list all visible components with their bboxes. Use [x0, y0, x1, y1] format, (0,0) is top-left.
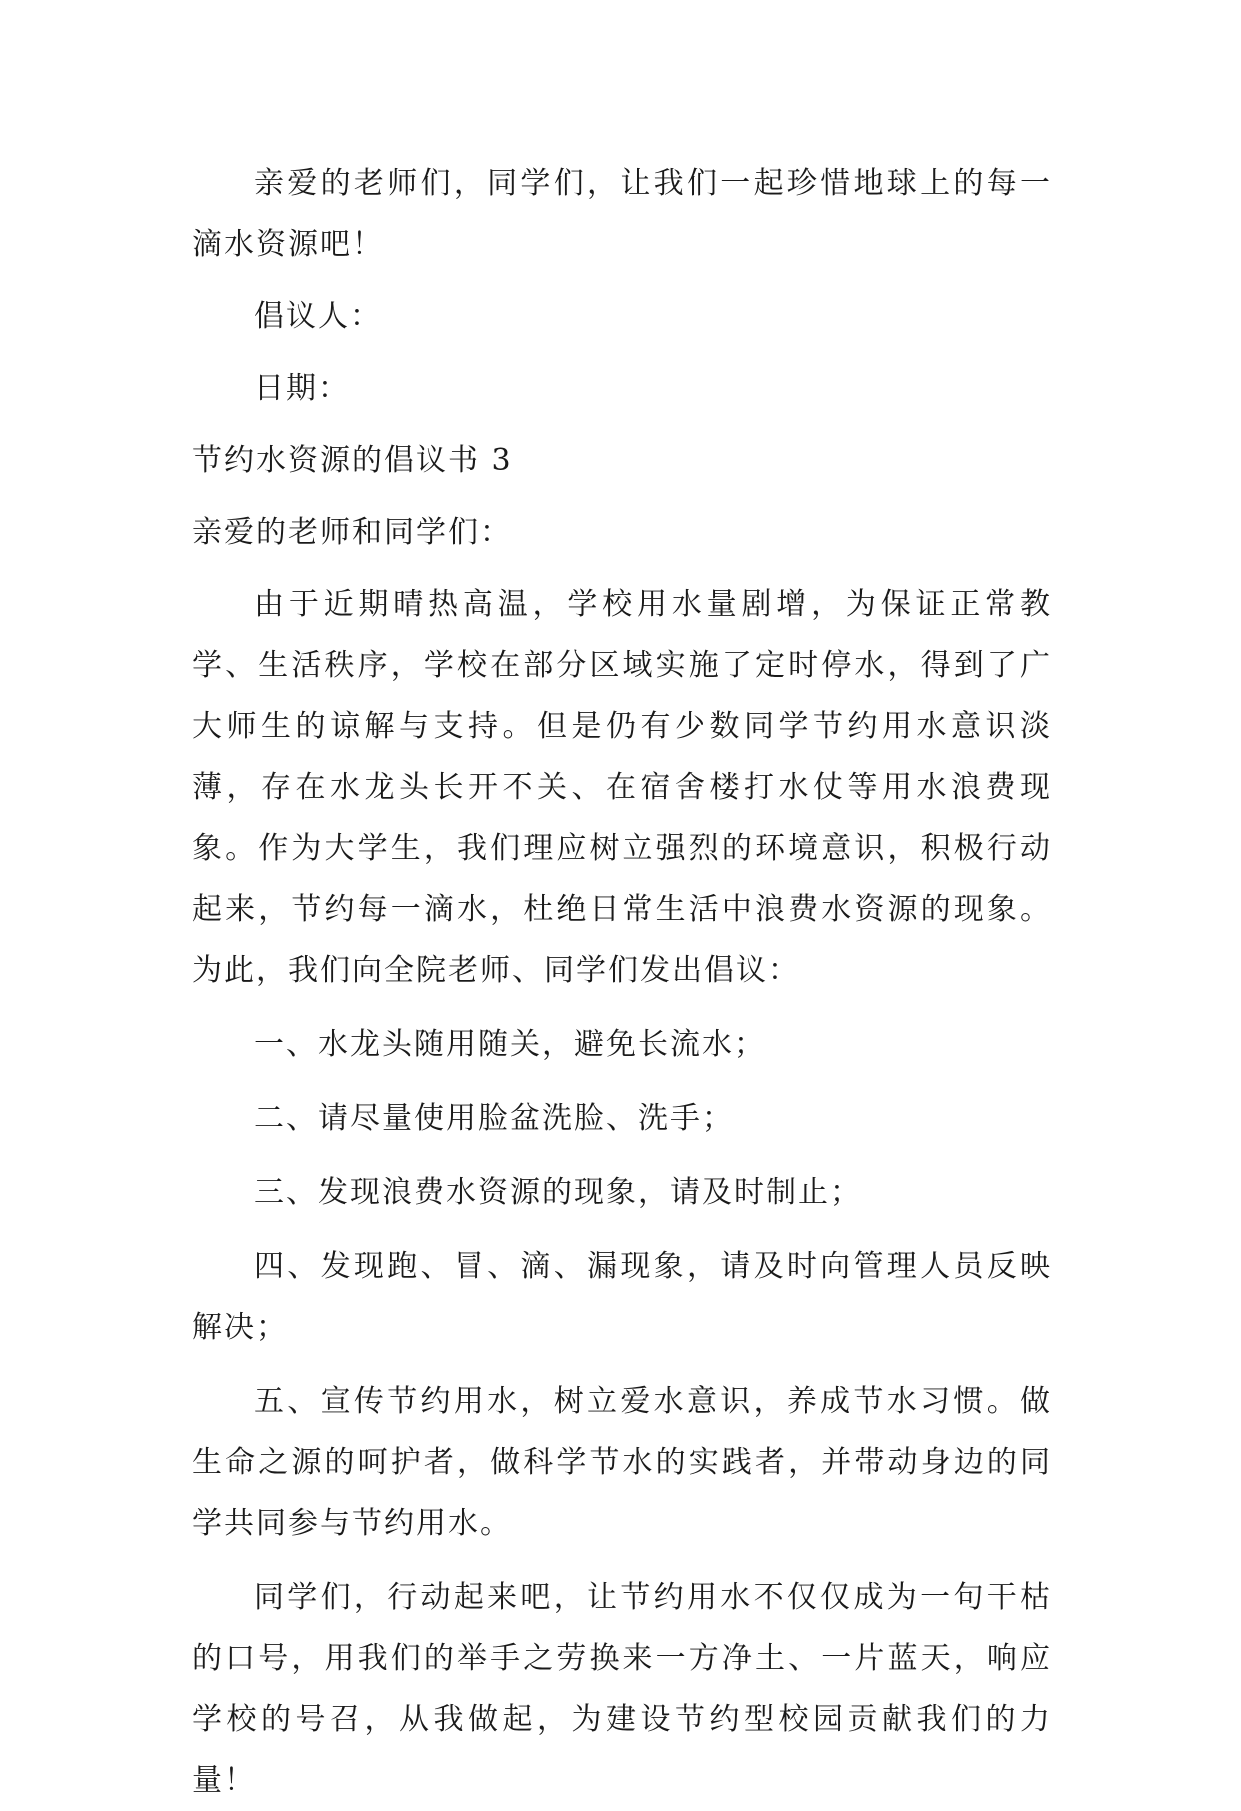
closing-paragraph: 亲爱的老师们，同学们，让我们一起珍惜地球上的每一滴水资源吧！ — [192, 166, 1052, 262]
proposal-item-5: 五、宣传节约用水，树立爱水意识，养成节水习惯。做生命之源的呵护者，做科学节水的实践者，并带动身边的同学共同参与节约用水。 — [192, 1384, 1052, 1541]
proposal-item-1: 一、水龙头随用随关，避免长流水； — [254, 1027, 766, 1062]
document-body — [192, 153, 1052, 1811]
intro-paragraph: 由于近期晴热高温，学校用水量剧增，为保证正常教学、生活秩序，学校在部分区域实施了定时停水，得到了广大师生的谅解与支持。但是仍有少数同学节约用水意识淡薄，存在水龙头长开不关、在宿舍楼打水仗等用水浪费现象。作为大学生，我们理应树立强烈的环境意识，积极行动起来，节约每一滴水，杜绝日常生活中浪费水资源的现象。为此，我们向全院老师、同学们发出倡议： — [192, 587, 1052, 988]
salutation: 亲爱的老师和同学们： — [192, 515, 512, 550]
call-to-action-paragraph: 同学们，行动起来吧，让节约用水不仅仅成为一句干枯的口号，用我们的举手之劳换来一方净土、一片蓝天，响应学校的号召，从我做起，为建设节约型校园贡献我们的力量！ — [192, 1580, 1052, 1798]
section-title: 节约水资源的倡议书 3 — [192, 443, 513, 478]
date-line: 日期： — [254, 371, 350, 406]
proposal-item-3: 三、发现浪费水资源的现象，请及时制止； — [254, 1175, 862, 1210]
proposal-item-2: 二、请尽量使用脸盆洗脸、洗手； — [254, 1101, 734, 1136]
signer-line: 倡议人： — [254, 299, 382, 334]
proposal-item-4: 四、发现跑、冒、滴、漏现象，请及时向管理人员反映解决； — [192, 1249, 1052, 1345]
